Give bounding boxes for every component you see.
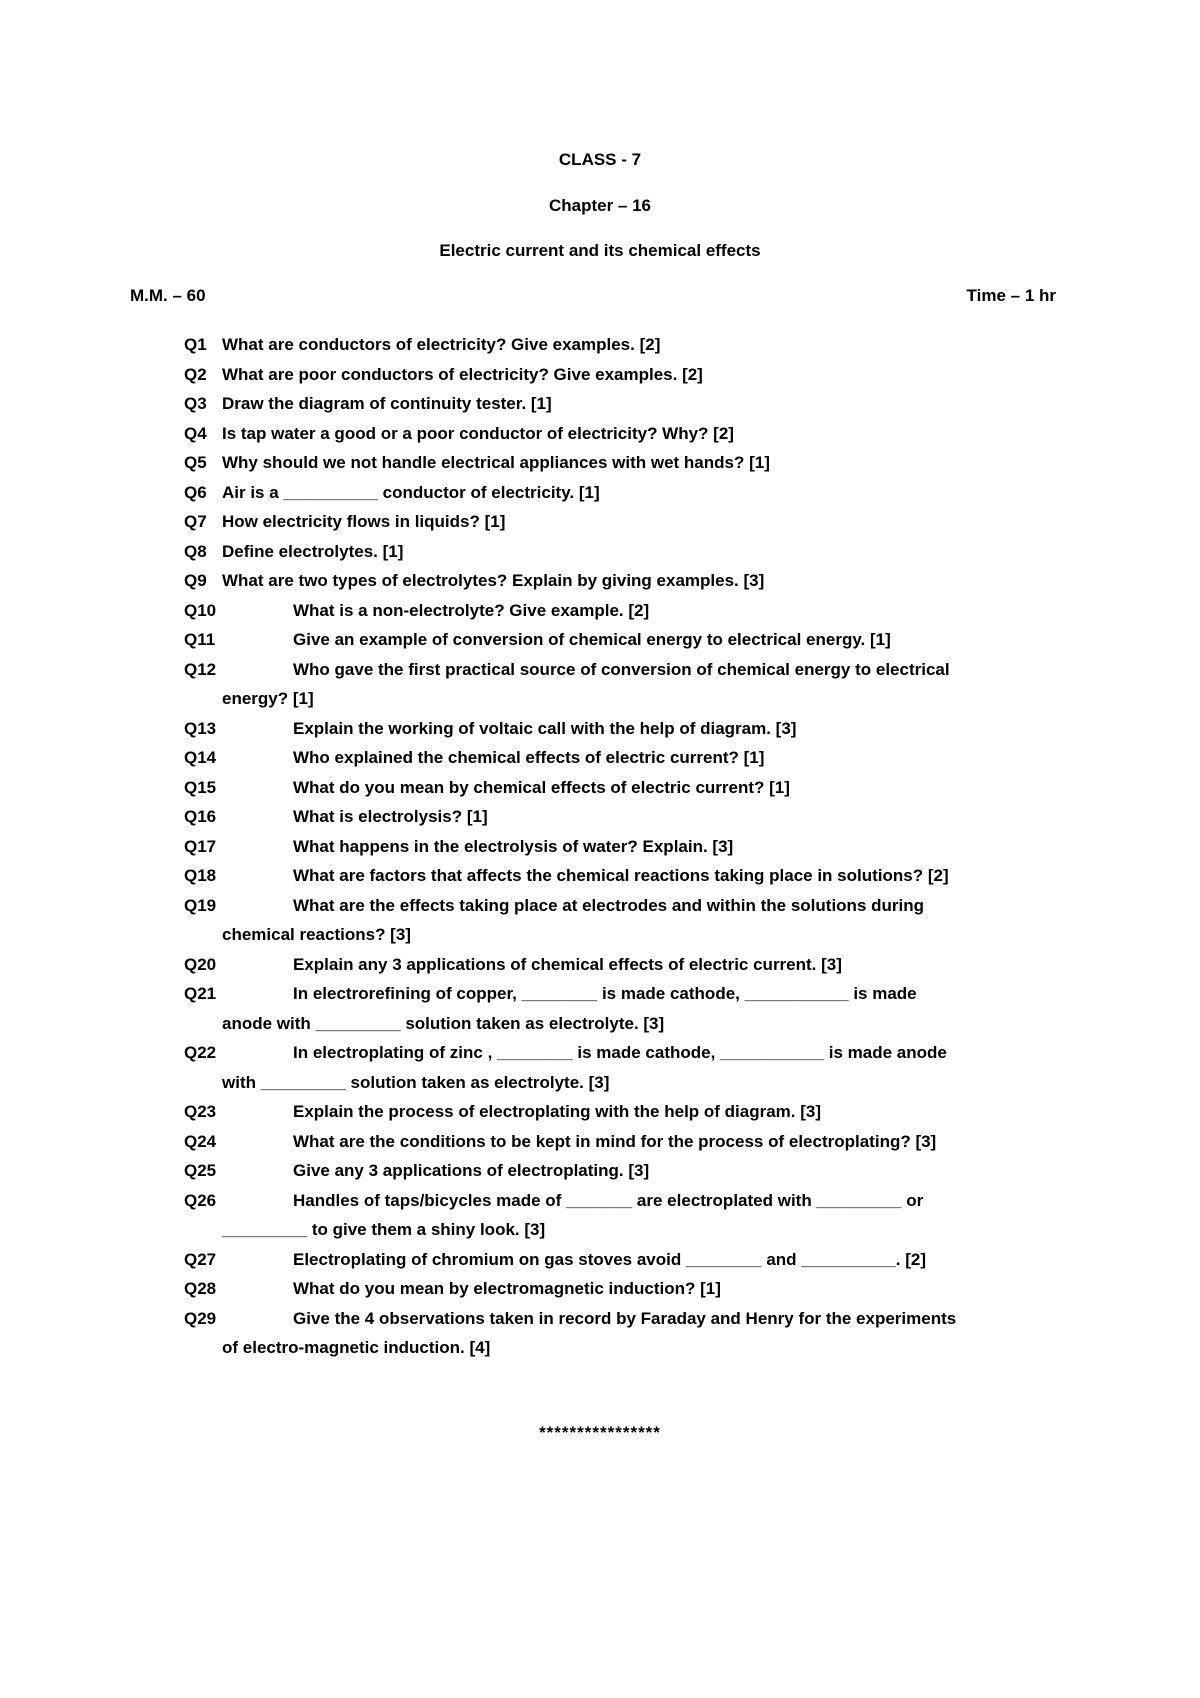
question-text: What are the effects taking place at electrodes and within the solutions during xyxy=(293,895,924,915)
question-number: Q16 xyxy=(184,807,217,826)
question-number: Q12 xyxy=(184,659,217,679)
question-item xyxy=(184,625,1064,655)
question-item xyxy=(184,507,1064,537)
question-text: Give the 4 observations taken in record by Faraday and Henry for the experiments xyxy=(293,1308,957,1328)
question-item xyxy=(184,655,1064,714)
question-text: What do you mean by electromagnetic induction? [1] xyxy=(293,1279,721,1298)
question-item xyxy=(184,861,1064,891)
question-text: Explain the working of voltaic call with the help of diagram. [3] xyxy=(293,718,797,738)
question-item xyxy=(184,1304,1064,1363)
end-marker: **************** xyxy=(539,1423,661,1442)
question-text: In electroplating of zinc , ________ is made cathode, ___________ is made anode xyxy=(293,1043,947,1062)
question-text: What is a non-electrolyte? Give example. [2] xyxy=(293,600,650,620)
question-text: What is electrolysis? [1] xyxy=(293,807,488,826)
question-text: Give any 3 applications of electroplating. [3] xyxy=(293,1161,650,1180)
question-item xyxy=(184,1097,1064,1127)
question-text: Handles of taps/bicycles made of _______ are electroplated with _________ or xyxy=(293,1190,924,1210)
question-item xyxy=(184,832,1064,862)
question-item xyxy=(184,419,1064,449)
question-text: In electrorefining of copper, ________ is made cathode, ___________ is made xyxy=(293,984,917,1003)
question-number: Q26 xyxy=(184,1190,217,1210)
question-text: What are two types of electrolytes? Explain by giving examples. [3] xyxy=(222,571,765,590)
question-number: Q18 xyxy=(184,866,217,885)
question-number: Q28 xyxy=(184,1279,217,1298)
question-text: Why should we not handle electrical appliances with wet hands? [1] xyxy=(222,453,770,472)
question-item xyxy=(184,743,1064,773)
question-number: Q4 xyxy=(184,423,207,443)
question-text-continued: chemical reactions? [3] xyxy=(222,925,411,944)
question-item xyxy=(184,979,1064,1038)
question-item xyxy=(184,330,1064,360)
question-text: What are poor conductors of electricity? Give examples. [2] xyxy=(222,364,703,384)
question-item xyxy=(184,360,1064,390)
question-number: Q11 xyxy=(184,630,216,649)
question-number: Q17 xyxy=(184,836,217,856)
question-number: Q21 xyxy=(184,984,217,1003)
chapter-label: Chapter – 16 xyxy=(548,196,652,215)
question-text: Draw the diagram of continuity tester. [1] xyxy=(222,394,552,413)
class-label: CLASS - 7 xyxy=(558,150,642,169)
question-number: Q13 xyxy=(184,718,217,738)
question-number: Q6 xyxy=(184,482,207,502)
question-text-continued: energy? [1] xyxy=(222,689,314,708)
question-number: Q5 xyxy=(184,453,207,472)
question-text: Give an example of conversion of chemical energy to electrical energy. [1] xyxy=(293,630,891,649)
question-item xyxy=(184,714,1064,744)
question-item xyxy=(184,478,1064,508)
question-number: Q29 xyxy=(184,1308,217,1328)
question-text: Explain the process of electroplating with the help of diagram. [3] xyxy=(293,1102,822,1121)
question-number: Q9 xyxy=(184,571,207,590)
question-number: Q27 xyxy=(184,1249,217,1269)
question-item xyxy=(184,1038,1064,1097)
question-item xyxy=(184,891,1064,950)
question-text-continued: anode with _________ solution taken as electrolyte. [3] xyxy=(222,1013,665,1033)
question-item xyxy=(184,566,1064,596)
question-text: Who gave the first practical source of conversion of chemical energy to electrical xyxy=(293,659,950,679)
question-text: Define electrolytes. [1] xyxy=(222,541,404,561)
question-number: Q7 xyxy=(184,512,207,531)
question-item xyxy=(184,1127,1064,1157)
question-item xyxy=(184,1186,1064,1245)
max-marks: M.M. – 60 xyxy=(130,286,206,305)
question-item xyxy=(184,950,1064,980)
question-text: What do you mean by chemical effects of electric current? [1] xyxy=(293,777,790,797)
question-list xyxy=(184,330,1064,1363)
question-text-continued: _________ to give them a shiny look. [3] xyxy=(222,1220,546,1239)
question-number: Q10 xyxy=(184,600,217,620)
question-text: Who explained the chemical effects of electric current? [1] xyxy=(293,748,765,767)
question-text: How electricity flows in liquids? [1] xyxy=(222,512,506,531)
question-number: Q22 xyxy=(184,1043,217,1062)
question-number: Q14 xyxy=(184,748,217,767)
chapter-title: Electric current and its chemical effects xyxy=(439,241,761,260)
question-number: Q20 xyxy=(184,954,217,974)
question-number: Q8 xyxy=(184,541,207,561)
question-number: Q2 xyxy=(184,364,207,384)
question-item xyxy=(184,773,1064,803)
question-item xyxy=(184,1156,1064,1186)
question-item xyxy=(184,389,1064,419)
question-item xyxy=(184,1245,1064,1275)
question-text-continued: with _________ solution taken as electrolyte. [3] xyxy=(222,1072,610,1092)
question-number: Q3 xyxy=(184,394,207,413)
question-text: What are conductors of electricity? Give examples. [2] xyxy=(222,335,661,354)
question-text-continued: of electro-magnetic induction. [4] xyxy=(222,1338,491,1357)
question-text: Is tap water a good or a poor conductor of electricity? Why? [2] xyxy=(222,423,734,443)
question-text: What are the conditions to be kept in mind for the process of electroplating? [3] xyxy=(293,1131,937,1151)
question-item xyxy=(184,802,1064,832)
question-item xyxy=(184,596,1064,626)
question-number: Q19 xyxy=(184,895,217,915)
question-text: What are factors that affects the chemical reactions taking place in solutions? [2] xyxy=(293,866,949,885)
question-number: Q25 xyxy=(184,1161,217,1180)
time-allowed: Time – 1 hr xyxy=(966,286,1056,305)
question-text: What happens in the electrolysis of water? Explain. [3] xyxy=(293,836,734,856)
question-item xyxy=(184,537,1064,567)
question-number: Q1 xyxy=(184,335,207,354)
question-number: Q24 xyxy=(184,1131,217,1151)
question-number: Q23 xyxy=(184,1102,217,1121)
question-item xyxy=(184,448,1064,478)
question-number: Q15 xyxy=(184,777,217,797)
question-text: Explain any 3 applications of chemical effects of electric current. [3] xyxy=(293,954,842,974)
question-item xyxy=(184,1274,1064,1304)
question-text: Electroplating of chromium on gas stoves avoid ________ and __________. [2] xyxy=(293,1249,927,1269)
question-text: Air is a __________ conductor of electricity. [1] xyxy=(222,482,600,502)
